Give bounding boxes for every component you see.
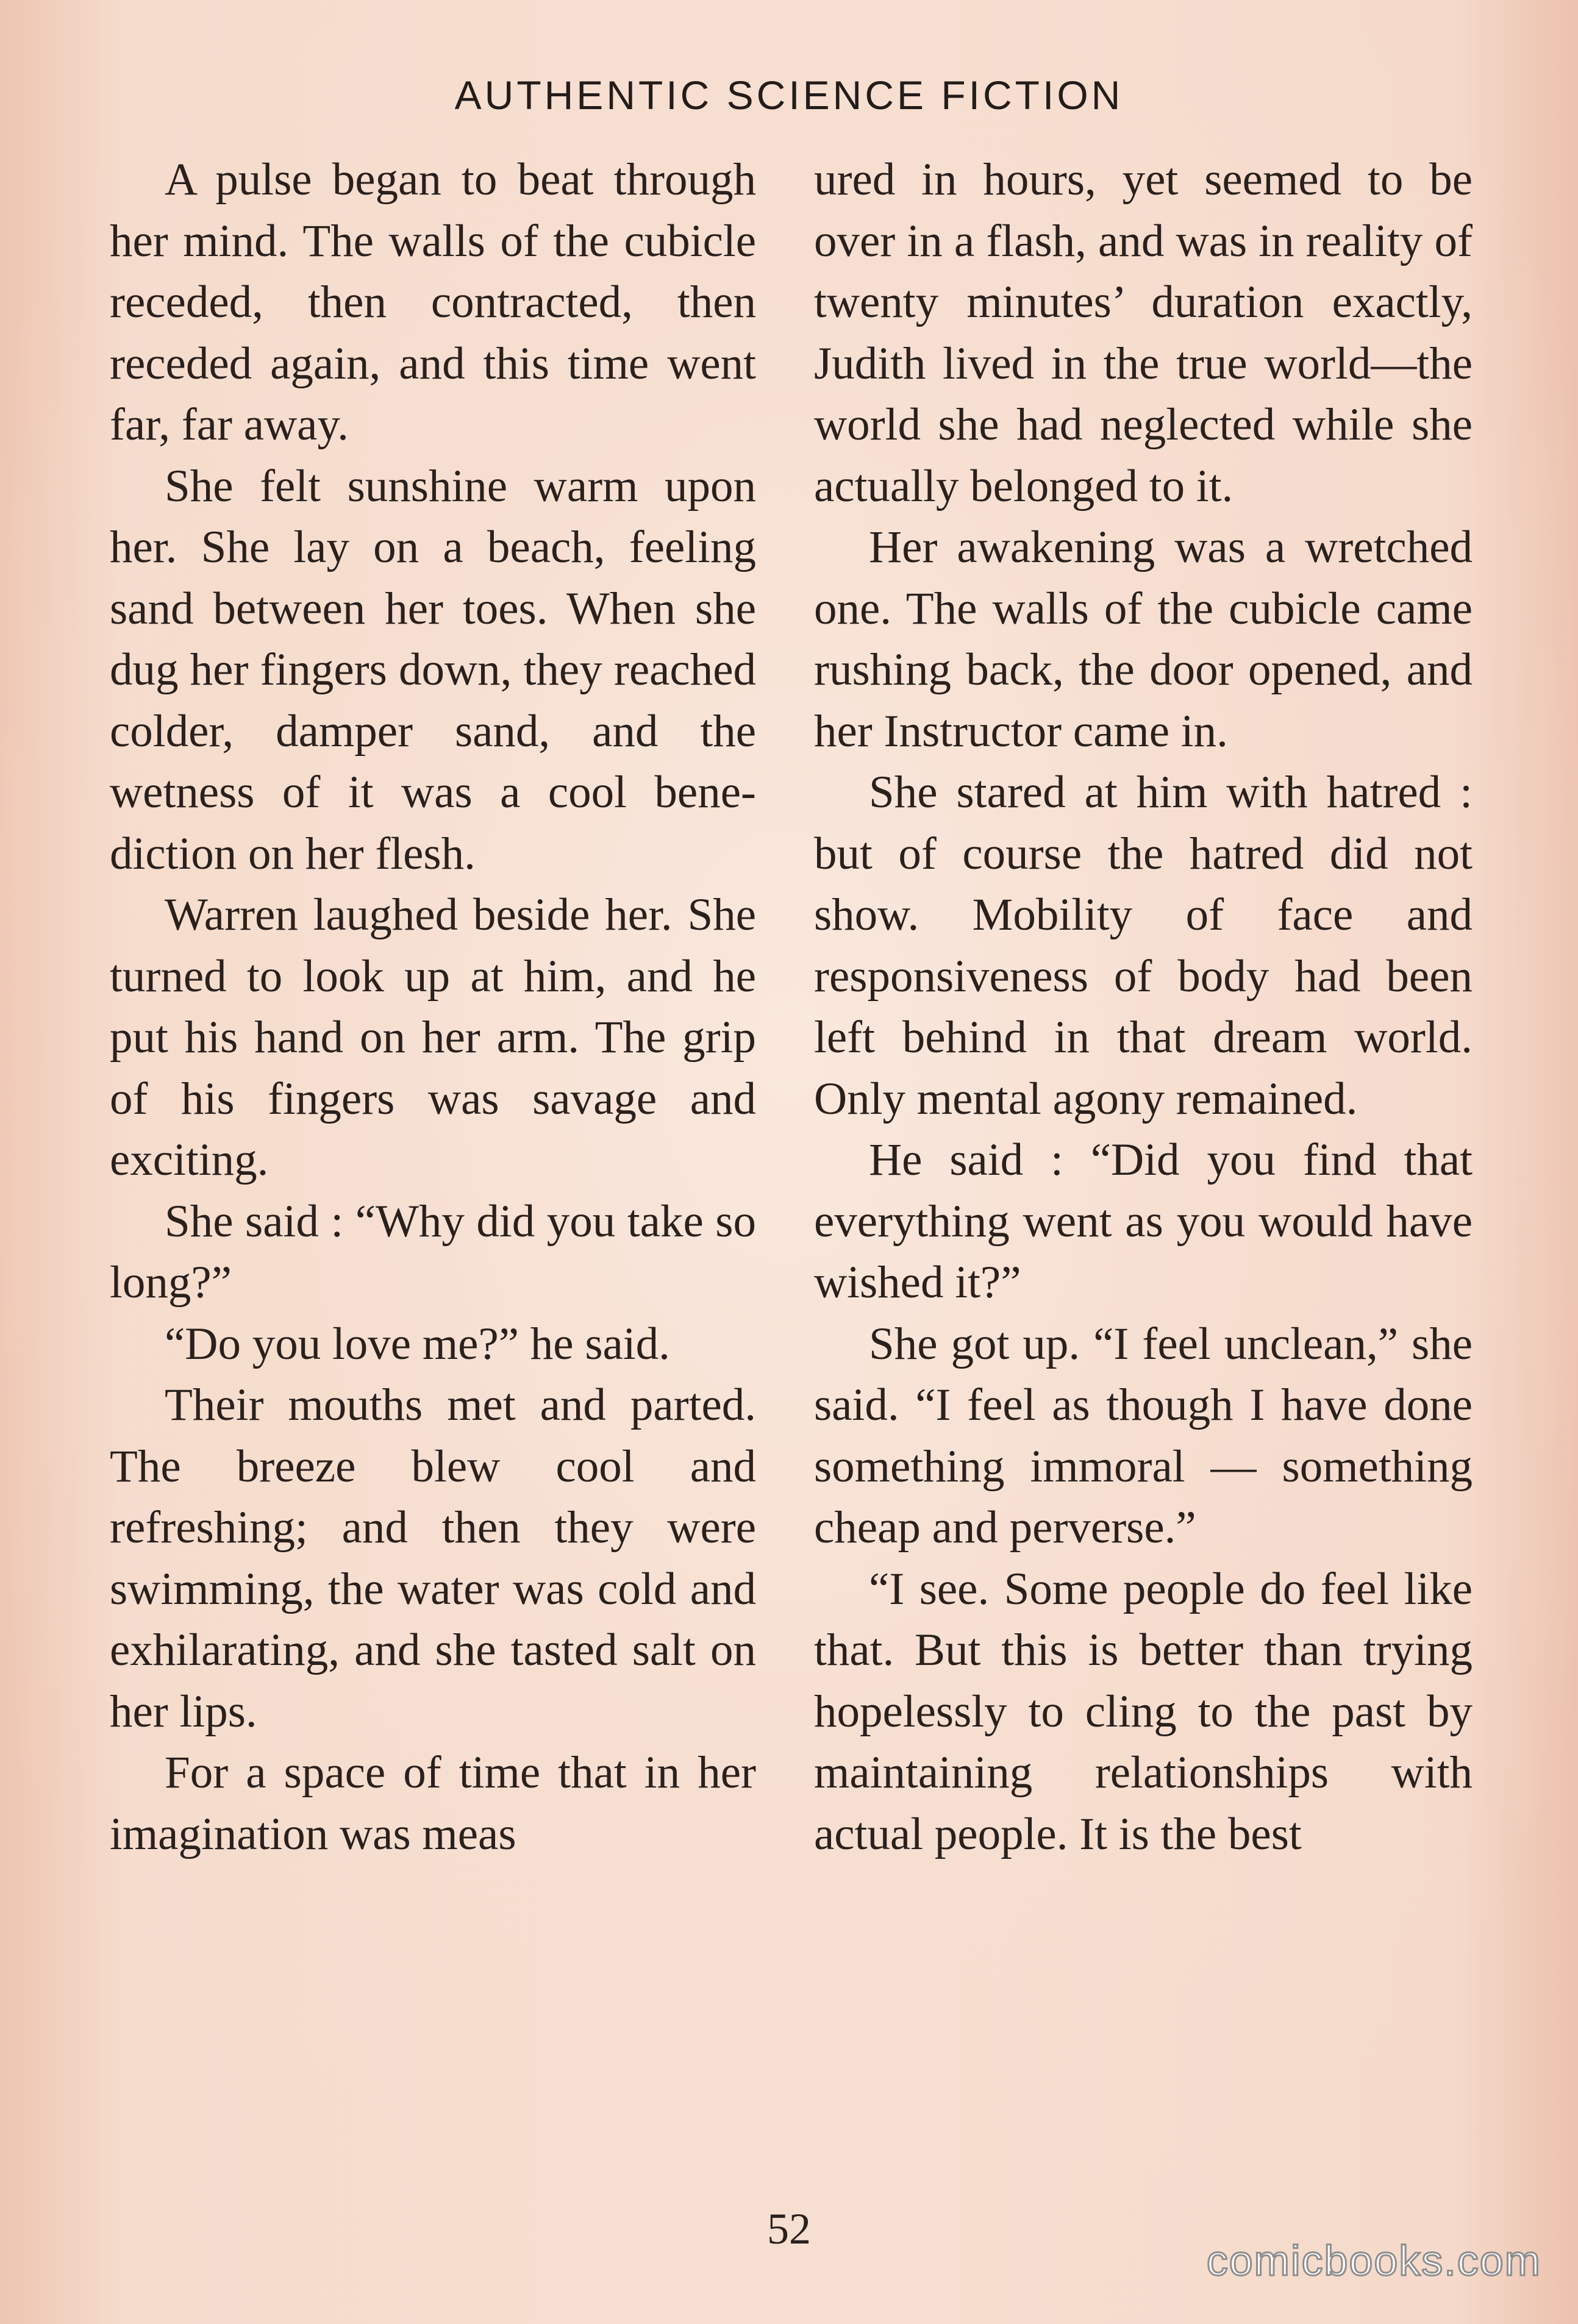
page-number: 52 bbox=[767, 2205, 811, 2253]
paragraph: “Do you love me?” he said. bbox=[165, 1318, 670, 1369]
left-column bbox=[110, 149, 756, 1865]
paragraph: She said : “Why did you take so long?” bbox=[110, 1196, 756, 1308]
paragraph: Her awakening was a wretched one. The walls of the cubicle came rushing back, the door opened, and her Instructor came in. bbox=[814, 522, 1473, 757]
right-column bbox=[814, 149, 1473, 1865]
paragraph: She got up. “I feel unclean,” she said. “I feel as though I have done something immoral — something cheap and perverse.” bbox=[814, 1318, 1473, 1553]
paragraph: He said : “Did you find that everything went as you would have wished it?” bbox=[814, 1135, 1473, 1308]
paragraph: A pulse began to beat through her mind. The walls of the cubicle receded, then contracted, then receded again, and this time went far, far away. bbox=[110, 154, 756, 450]
paragraph: For a space of time that in her imagination was meas bbox=[110, 1747, 756, 1859]
running-header: AUTHENTIC SCIENCE FICTION bbox=[454, 73, 1124, 118]
paragraph: ured in hours, yet seemed to be over in a flash, and was in reality of twenty minutes’ duration exactly, Judith lived in the true world—the world she had neglected while she actually belonged to it. bbox=[814, 154, 1473, 511]
paragraph: Their mouths met and parted. The breeze blew cool and refreshing; and then they were swimming, the water was cold and exhilarating, and she tasted salt on her lips. bbox=[110, 1380, 756, 1737]
paragraph: Warren laughed beside her. She turned to look up at him, and he put his hand on her arm. The grip of his fingers was savage and exciting. bbox=[110, 889, 756, 1185]
paragraph: She felt sunshine warm upon her. She lay on a beach, feeling sand between her toes. When she dug her fingers down, they reached colder, damper sand, and the wetness of it was a cool benediction on her flesh. bbox=[110, 460, 756, 879]
paragraph: “I see. Some people do feel like that. But this is better than trying hopelessly to cling to the past by maintaining relationships with actual people. It is the best bbox=[814, 1563, 1473, 1859]
paragraph: She stared at him with hatred : but of course the hatred did not show. Mobility of face and responsiveness of body had been left behind in that dream world. Only mental agony remained. bbox=[814, 767, 1473, 1124]
watermark-logo: comicbooks.com bbox=[1206, 2237, 1541, 2284]
